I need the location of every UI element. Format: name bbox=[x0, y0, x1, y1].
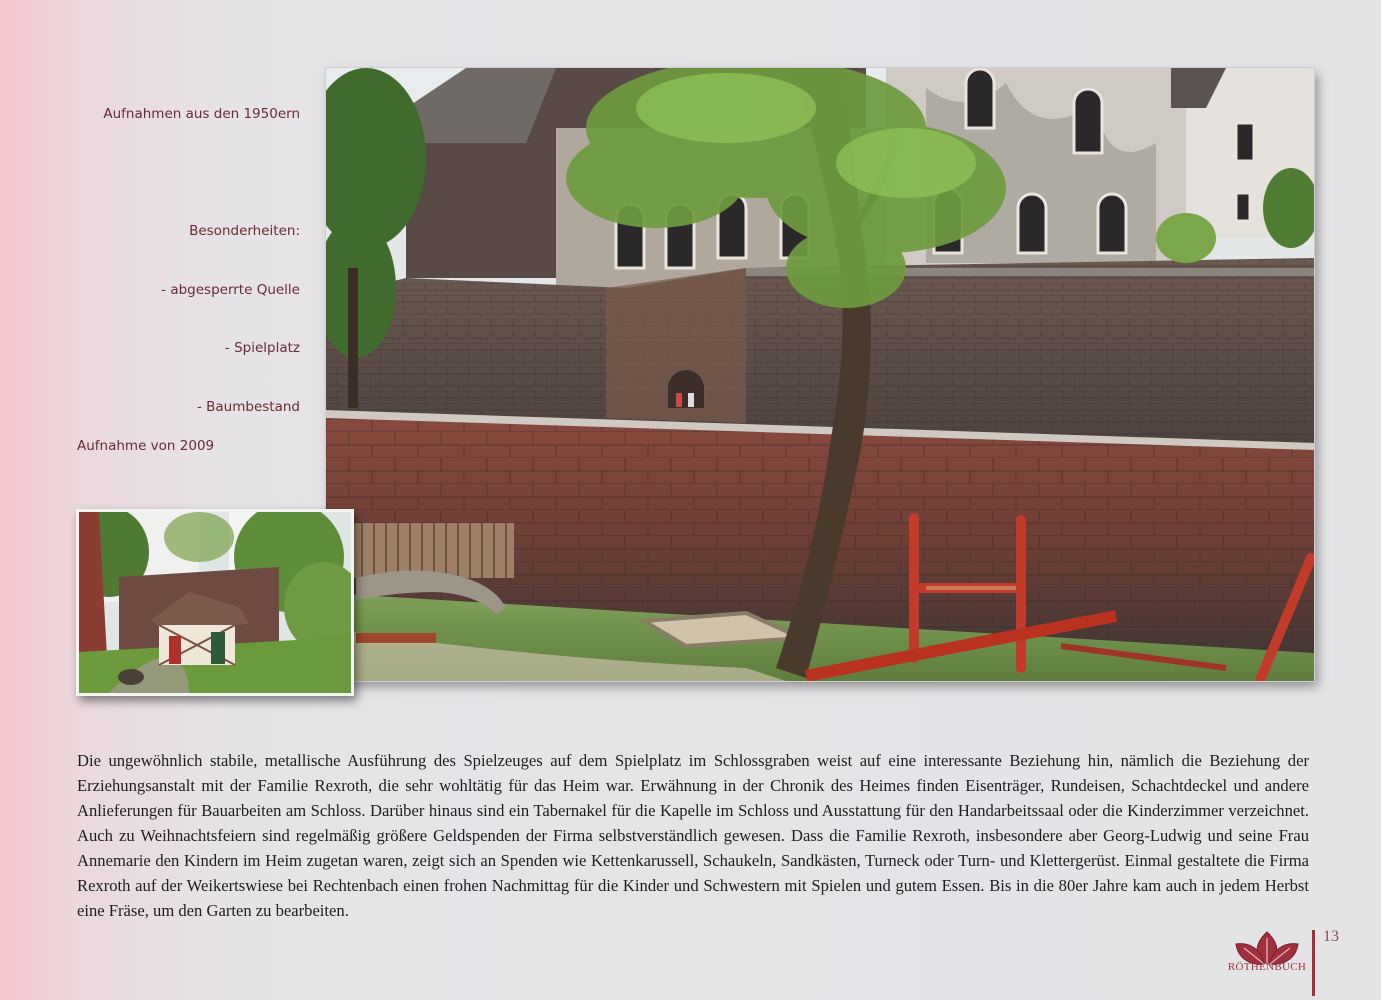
garden-photo-2009 bbox=[76, 509, 354, 696]
caption-item: - abgesperrte Quelle bbox=[161, 281, 300, 298]
page-number: 13 bbox=[1323, 928, 1339, 945]
caption-title: Aufnahme von 2009 bbox=[77, 438, 215, 454]
castle-moat-photo-1950s bbox=[326, 68, 1314, 681]
caption-1950s bbox=[40, 66, 300, 437]
page-number-rule bbox=[1312, 930, 1315, 996]
caption-item: - Baumbestand bbox=[196, 398, 300, 415]
body-paragraph: Die ungewöhnlich stabile, metallische Ausführung des Spielzeuges auf dem Spielplatz im Schlossgraben weist auf eine interessante Beziehung hin, nämlich die Beziehung der Erziehungsanstalt mit der Familie Rexroth, die sehr wohltätig für das Heim war. Erwähnung in der Chronik des Heimes finden Eisenträger, Rundeisen, Schachtdeckel und andere Anlieferungen für Bauarbeiten am Schloss. Darüber hinaus sind ein Tabernakel für die Kapelle im Schloss und Ausstattung für den Handarbeitssaal oder die Kinderzimmer verzeichnet. Auch zu Weihnachtsfeiern sind regelmäßig größere Geldspenden der Firma selbstverständlich gewesen. Dass die Familie Rexroth, insbesondere aber Georg-Ludwig und seine Frau Annemarie den Kindern im Heim zugetan waren, zeigt sich an Spenden wie Kettenkarussell, Schaukeln, Sandkästen, Turneck oder Turn- und Klettergerüst. Einmal gestaltete die Firma Rexroth auf der Weikertswiese bei Rechtenbach einen frohen Nachmittag für die Kinder und Schwestern mit Spielen und gutem Essen. Bis in die 80er Jahre kam auch in jedem Herbst eine Fräse, um den Garten zu bearbeiten. bbox=[77, 751, 1309, 920]
logo-wordmark: RÖTHENBUCH bbox=[1227, 961, 1307, 973]
caption-heading: Besonderheiten: bbox=[189, 223, 300, 239]
caption-item: - Spielplatz bbox=[224, 340, 300, 356]
caption-title: Aufnahmen aus den 1950ern bbox=[103, 106, 300, 122]
